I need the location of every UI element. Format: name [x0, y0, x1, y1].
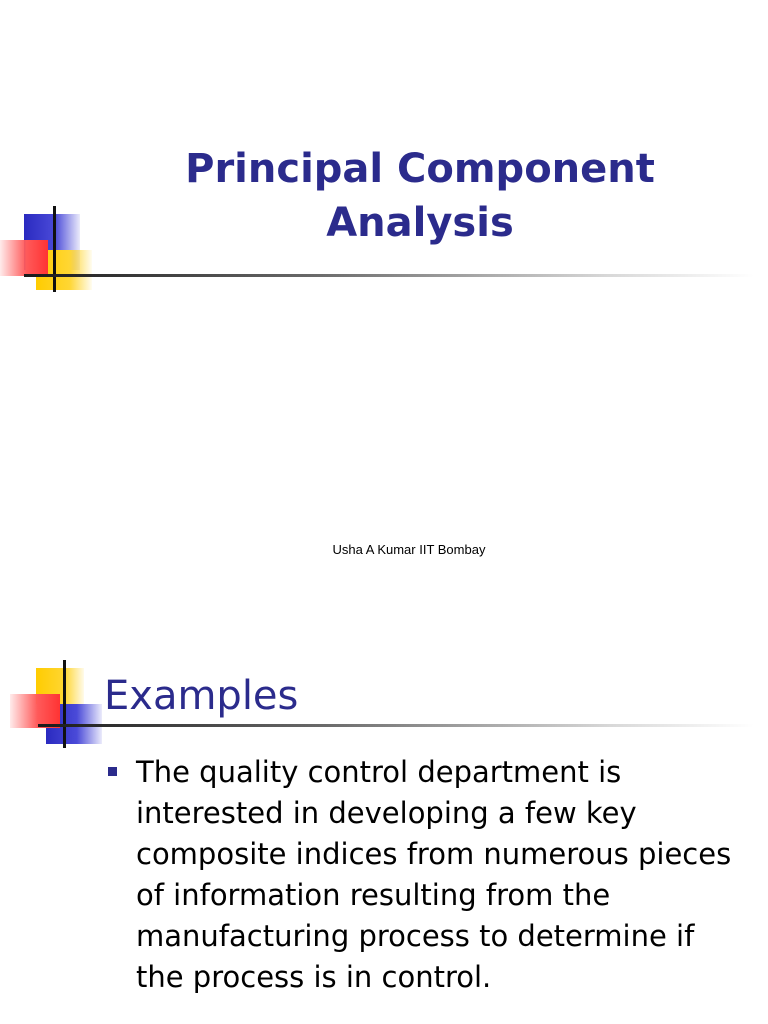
square-bullet-icon [108, 767, 117, 776]
slide-title: Principal Component Analysis [185, 146, 655, 246]
vertical-line-decoration [53, 206, 56, 292]
slide-subtitle: Usha A Kumar IIT Bombay [332, 542, 486, 557]
title-rule [24, 274, 754, 277]
slide-title: Examples [104, 673, 299, 719]
red-square-decoration [0, 240, 48, 276]
examples-slide [0, 632, 768, 1024]
vertical-line-decoration [63, 660, 66, 748]
red-square-decoration [10, 694, 60, 728]
title-rule [38, 724, 754, 727]
bullet-text: The quality control department is interested in developing a few key composite indices from numerous pieces of information resulting from the manufacturing process to determine if the process is in control. [136, 755, 732, 994]
